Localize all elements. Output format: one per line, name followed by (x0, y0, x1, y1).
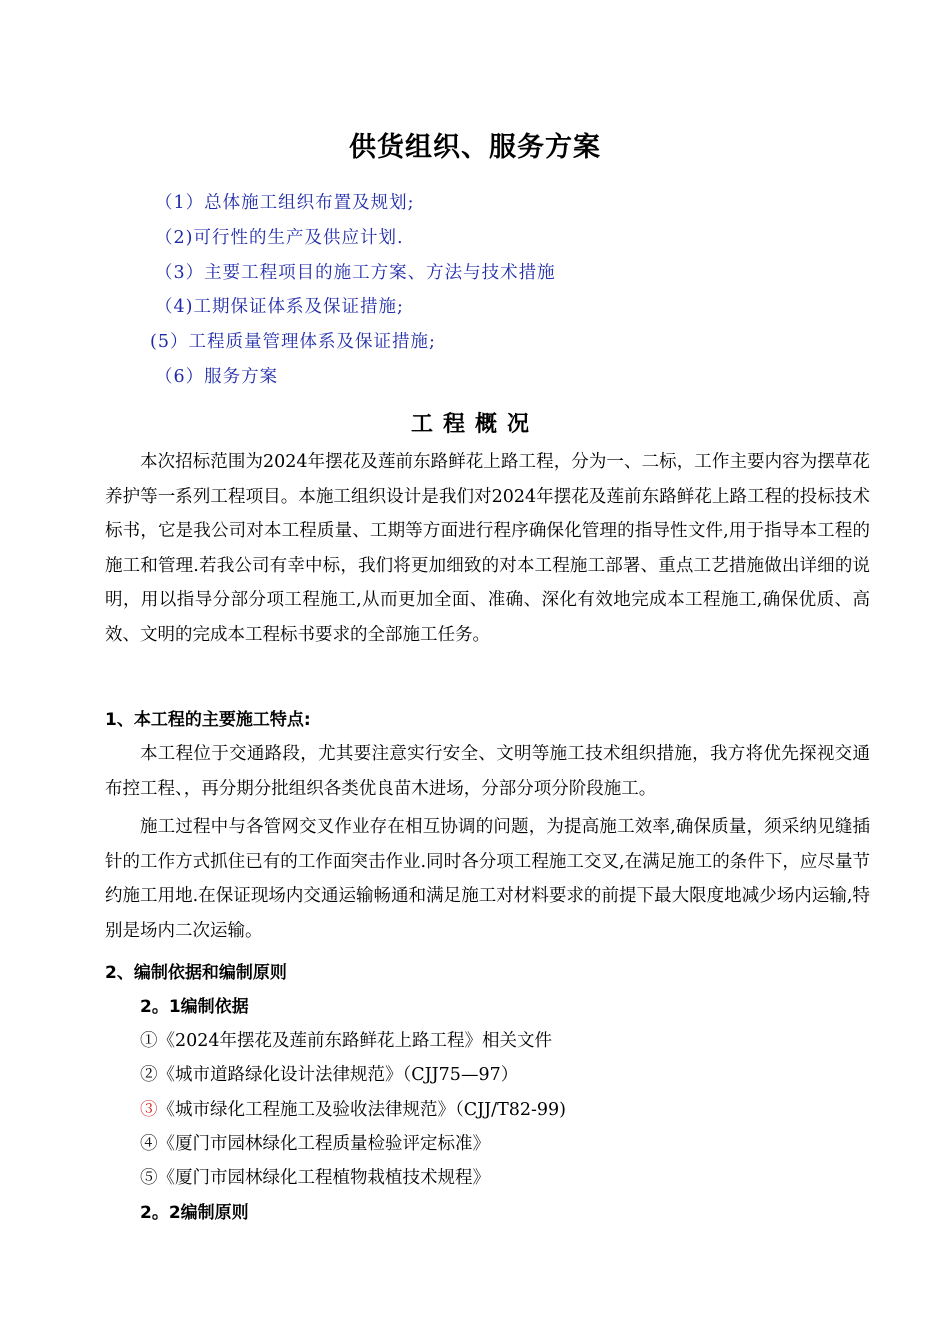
section2-1-heading: 2。1编制依据 (140, 997, 249, 1017)
reference-item-2 (140, 1062, 518, 1088)
overview-title: 工程概况 (410, 411, 539, 437)
reference-mark: ① (140, 1031, 158, 1051)
document-title: 供货组织、服务方案 (349, 132, 601, 163)
toc-item-5: (5）工程质量管理体系及保证措施; (150, 332, 436, 352)
reference-item-1 (140, 1028, 552, 1054)
section2-2-heading: 2。2编制原则 (140, 1203, 249, 1223)
reference-item-3 (140, 1097, 566, 1123)
reference-mark: ⑤ (140, 1168, 158, 1188)
toc-item-1: （1）总体施工组织布置及规划; (155, 193, 415, 213)
toc-item-2: （2)可行性的生产及供应计划. (155, 228, 404, 248)
reference-mark: ② (140, 1065, 158, 1085)
reference-text: 《厦门市园林绿化工程质量检验评定标准》 (157, 1134, 490, 1154)
reference-text: 《城市道路绿化设计法律规范》（CJJ75—97） (157, 1065, 519, 1085)
section1-paragraph-2: 施工过程中与各管网交叉作业存在相互协调的问题，为提高施工效率,确保质量，须采纳见缝插针的工作方式抓住已有的工作面突击作业.同时各分项工程施工交叉,在满足施工的条件下，应尽量节约施工用地.在保证现场内交通运输畅通和满足施工对材料要求的前提下最大限度地减少场内运输,特别是场内二次运输。 (105, 817, 870, 941)
toc-item-6: （6）服务方案 (155, 367, 279, 387)
reference-item-5 (140, 1165, 490, 1191)
section2-heading: 2、编制依据和编制原则 (105, 963, 287, 983)
reference-item-4 (140, 1131, 490, 1157)
reference-text: 《厦门市园林绿化工程植物栽植技术规程》 (157, 1168, 490, 1188)
reference-text: 《2024年摆花及莲前东路鲜花上路工程》相关文件 (157, 1031, 553, 1051)
section1-heading: 1、本工程的主要施工特点: (105, 710, 311, 730)
reference-mark: ④ (140, 1134, 158, 1154)
overview-paragraph: 本次招标范围为2024年摆花及莲前东路鲜花上路工程，分为一、二标，工作主要内容为摆草花养护等一系列工程项目。本施工组织设计是我们对2024年摆花及莲前东路鲜花上路工程的投标技术标书，它是我公司对本工程质量、工期等方面进行程序确保化管理的指导性文件,用于指导本工程的施工和管理.若我公司有幸中标，我们将更加细致的对本工程施工部署、重点工艺措施做出详细的说明，用以指导分部分项工程施工,从而更加全面、准确、深化有效地完成本工程施工,确保优质、高效、文明的完成本工程标书要求的全部施工任务。 (105, 452, 870, 645)
section1-paragraph-1: 本工程位于交通路段，尤其要注意实行安全、文明等施工技术组织措施，我方将优先探视交通布控工程、，再分期分批组织各类优良苗木进场，分部分项分阶段施工。 (105, 744, 870, 799)
toc-item-3: （3）主要工程项目的施工方案、方法与技术措施 (155, 263, 556, 283)
reference-text: 《城市绿化工程施工及验收法律规范》（CJJ/T82-99) (157, 1100, 567, 1120)
reference-mark: ③ (140, 1100, 158, 1120)
toc-item-4: （4)工期保证体系及保证措施; (155, 297, 404, 317)
